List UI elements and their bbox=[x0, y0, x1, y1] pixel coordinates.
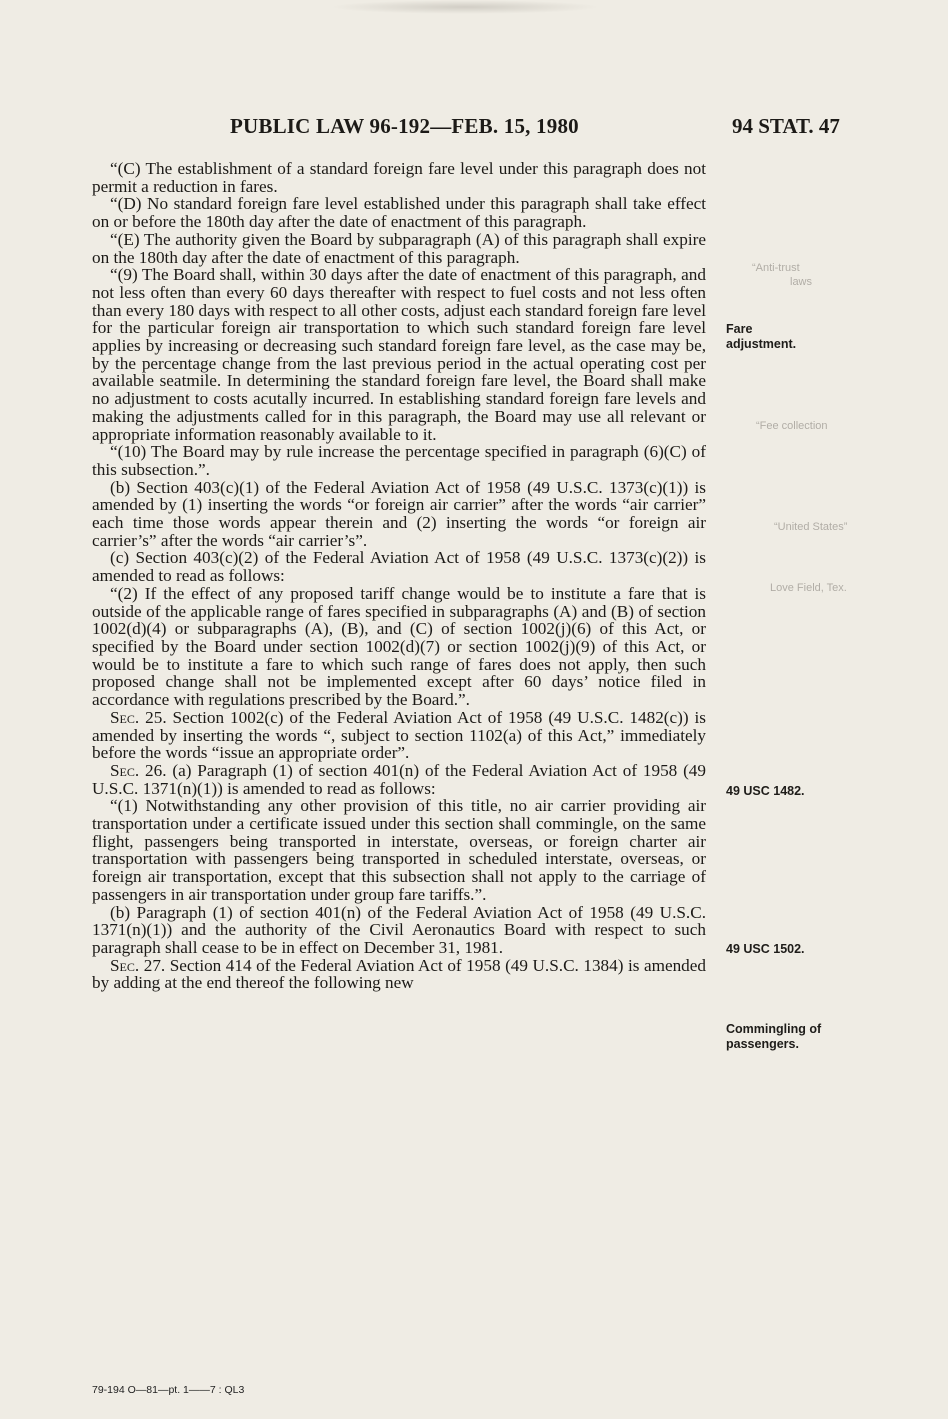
bleed-through-text: “United States” bbox=[774, 521, 848, 533]
running-header-title: PUBLIC LAW 96-192—FEB. 15, 1980 bbox=[230, 114, 579, 138]
bleed-through-text: “Anti-trust bbox=[752, 262, 800, 274]
printer-footer: 79-194 O—81—pt. 1——7 : QL3 bbox=[92, 1384, 245, 1396]
section-paragraph bbox=[92, 762, 706, 797]
paragraph: “(2) If the effect of any proposed tariff change would be to institute a fare that is outside of the applicable range of fares specified in subparagraphs (A) and (B) of section 1002(d)(4) or subparagraphs (A), (B), and (C) of section 1002(j)(6) of this Act, or specified by the Board under section 1002(d)(7) or section 1002(j)(9) of this Act, or would be to institute a fare to which such range of fares does not apply, then such proposed change shall not be implemented except after 60 days’ notice filed in accordance with regulations prescribed by the Board.”. bbox=[92, 583, 706, 710]
bleed-through-text: “Fee collection bbox=[756, 420, 828, 432]
paragraph: “(10) The Board may by rule increase the percentage specified in paragraph (6)(C) of this subsection.”. bbox=[92, 442, 706, 479]
running-header-page: 94 STAT. 47 bbox=[732, 114, 840, 138]
paragraph: (b) Paragraph (1) of section 401(n) of the Federal Aviation Act of 1958 (49 U.S.C. 1371(n)(1)) and the authority of the Civil Aeronautics Board with respect to such paragraph shall cease to be in effect on December 31, 1981. bbox=[92, 902, 706, 957]
paragraph: “(D) No standard foreign fare level established under this paragraph shall take effect on or before the 180th day after the date of enactment of this paragraph. bbox=[92, 194, 706, 232]
paragraph-text: 27. Section 414 of the Federal Aviation Act of 1958 (49 U.S.C. 1384) is amended by adding at the end thereof the following new bbox=[92, 955, 706, 993]
section-label: Sec. bbox=[110, 760, 140, 780]
section-label: Sec. bbox=[110, 955, 140, 975]
section-paragraph bbox=[92, 957, 706, 992]
paragraph-text: 25. Section 1002(c) of the Federal Aviation Act of 1958 (49 U.S.C. 1482(c)) is amended by inserting the words “, subject to section 1102(a) of this Act,” immediately before the words “issue an appropriate order”. bbox=[92, 707, 706, 763]
paragraph: “(E) The authority given the Board by subparagraph (A) of this paragraph shall expire on the 180th day after the date of enactment of this paragraph. bbox=[92, 229, 706, 267]
section-label: Sec. bbox=[110, 707, 140, 727]
margin-note-fare-adjustment: Fare adjustment. bbox=[726, 322, 797, 351]
margin-note-usc-1502: 49 USC 1502. bbox=[726, 942, 805, 956]
paragraph: “(1) Notwithstanding any other provision of this title, no air carrier providing air transportation under a certificate issued under this section shall commingle, on the same flight, passengers being transported in interstate, overseas, or foreign charter air transportation with passengers being transported in scheduled interstate, overseas, or foreign air transportation, except that this subsection shall not apply to the carriage of passengers in air transportation under group fare tariffs.”. bbox=[92, 796, 706, 904]
margin-note-usc-1482: 49 USC 1482. bbox=[726, 784, 805, 798]
section-paragraph bbox=[92, 709, 706, 762]
scan-artifact bbox=[330, 0, 600, 14]
bleed-through-text: Love Field, Tex. bbox=[770, 582, 847, 594]
paragraph: (c) Section 403(c)(2) of the Federal Aviation Act of 1958 (49 U.S.C. 1373(c)(2)) is amended to read as follows: bbox=[92, 548, 706, 586]
margin-note-commingling: Commingling of passengers. bbox=[726, 1022, 822, 1051]
bleed-through-text: laws bbox=[790, 276, 813, 288]
paragraph-text: 26. (a) Paragraph (1) of section 401(n) of the Federal Aviation Act of 1958 (49 U.S.C. 1371(n)(1)) is amended to read as follows: bbox=[92, 760, 706, 798]
paragraph: (b) Section 403(c)(1) of the Federal Aviation Act of 1958 (49 U.S.C. 1373(c)(1)) is amended by (1) inserting the words “or foreign air carrier” after the words “air carrier” each time those words appear therein and (2) inserting the words “or foreign air carrier’s” after the words “air carrier’s”. bbox=[92, 477, 706, 550]
paragraph: “(9) The Board shall, within 30 days after the date of enactment of this paragraph, and not less often than every 60 days thereafter with respect to fuel costs and not less often than every 180 days with respect to all other costs, adjust each standard foreign fare level for the particular foreign air transportation to which such standard foreign fare level applies by increasing or decreasing such standard foreign fare level, as the case may be, by the percentage change from the last previous period in the actual operating cost per available seatmile. In determining the standard foreign fare level, the Board shall make no adjustment to costs acutally incurred. In establishing standard foreign fare levels and making the adjustments called for in this paragraph, the Board may use all relevant or appropriate information reasonably available to it. bbox=[92, 265, 706, 444]
statute-body bbox=[92, 160, 706, 992]
paragraph: “(C) The establishment of a standard foreign fare level under this paragraph does not permit a reduction in fares. bbox=[92, 159, 706, 196]
